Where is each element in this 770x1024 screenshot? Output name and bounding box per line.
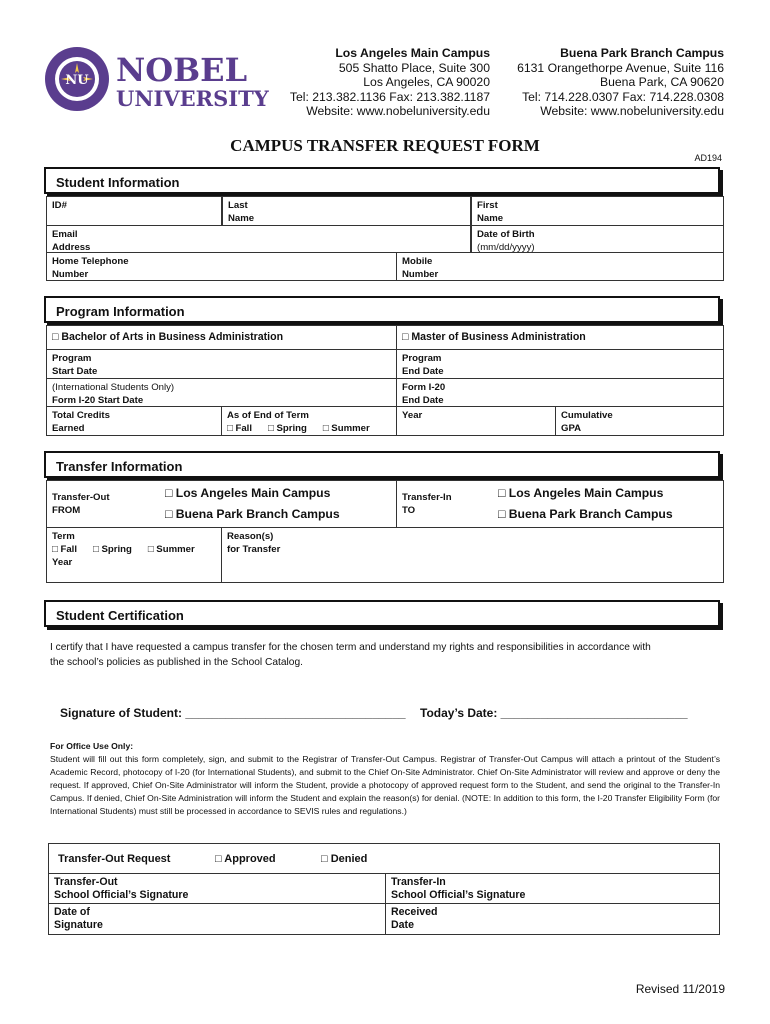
date-of-signature-field[interactable]: Date of Signature: [48, 903, 386, 935]
from-la-campus-checkbox[interactable]: □ Los Angeles Main Campus: [165, 486, 331, 500]
program-info-heading: Program Information: [44, 296, 720, 323]
logo-nobel: NOBEL: [116, 51, 248, 89]
la-campus-address1: 505 Shatto Place, Suite 300: [338, 60, 490, 75]
bp-campus-website: Website: www.nobeluniversity.edu: [540, 104, 724, 119]
mba-program-checkbox[interactable]: □ Master of Business Administration: [396, 325, 724, 350]
certification-text: I certify that I have requested a campus transfer for the chosen term and understand my rights and responsibilities in accordance with the school’s policies as published in the School Catalog.: [50, 642, 651, 668]
transfer-out-request-row: Transfer-Out Request □ Approved □ Denied: [48, 843, 720, 874]
transfer-out-official-signature-field[interactable]: Transfer-Out School Official’s Signature: [48, 873, 386, 904]
term-fall-checkbox[interactable]: □ Fall: [227, 423, 252, 434]
todays-date-line[interactable]: Today’s Date: ____________________________: [420, 706, 688, 720]
office-use-instructions: Student will fill out this form completely, sign, and submit to the Registrar of Transfer-Out Campus. Registrar of Transfer-Out Campus will attach a printout of the Student’s Academic Record, photocopy of I-20 (for International Students), and submit to the Chief On-Site Administrator. Chief On-Site Administrator will review and approve or deny the request. If approved, Chief On-Site Administrator will inform the Student, provide a photocopy of approved request form to the Student, and send the original to the Transfer-In Campus. If denied, Chief On-Site Administration will inform the Student and explain the reason(s) for denial. (NOTE: In addition to this form, the I-20 Transfer Eligibility Form (for International Students) must still be processed in accordance to SEVIS rules and regulations.): [50, 754, 720, 816]
form-title: CAMPUS TRANSFER REQUEST FORM: [230, 136, 540, 155]
first-name-field[interactable]: First Name: [471, 196, 724, 226]
la-campus-block: [280, 46, 490, 119]
la-campus-title: Los Angeles Main Campus: [335, 46, 490, 60]
total-credits-field[interactable]: Total Credits Earned: [46, 406, 222, 436]
bp-campus-phone: Tel: 714.228.0307 Fax: 714.228.0308: [522, 89, 724, 104]
as-of-term-field[interactable]: As of End of Term □ Fall □ Spring □ Summer: [221, 406, 397, 436]
program-end-date-field[interactable]: Program End Date: [396, 349, 724, 379]
transfer-fall-checkbox[interactable]: □ Fall: [52, 544, 77, 555]
term-summer-checkbox[interactable]: □ Summer: [322, 423, 370, 434]
program-start-date-field[interactable]: Program Start Date: [46, 349, 397, 379]
i20-start-date-field[interactable]: (International Students Only) Form I-20 Start Date: [46, 378, 397, 407]
transfer-info-heading: Transfer Information: [44, 451, 720, 478]
transfer-spring-checkbox[interactable]: □ Spring: [93, 544, 132, 555]
denied-checkbox[interactable]: □ Denied: [321, 853, 368, 865]
cumulative-gpa-field[interactable]: Cumulative GPA: [555, 406, 724, 436]
from-bp-campus-checkbox[interactable]: □ Buena Park Branch Campus: [165, 507, 340, 521]
certification-heading: Student Certification: [44, 600, 720, 627]
la-campus-phone: Tel: 213.382.1136 Fax: 213.382.1187: [289, 89, 490, 104]
student-info-heading: Student Information: [44, 167, 720, 194]
home-phone-field[interactable]: Home Telephone Number: [46, 252, 397, 281]
term-year-field[interactable]: Year: [396, 406, 556, 436]
id-field[interactable]: ID#: [46, 196, 222, 226]
dob-field[interactable]: Date of Birth (mm/dd/yyyy): [471, 225, 724, 253]
form-number: AD194: [694, 153, 722, 163]
ba-program-checkbox[interactable]: □ Bachelor of Arts in Business Administration: [46, 325, 397, 350]
logo-university: UNIVERSITY: [116, 86, 269, 111]
bp-campus-address2: Buena Park, CA 90620: [600, 75, 724, 90]
transfer-out-box: Transfer-Out FROM: [46, 480, 397, 528]
student-signature-line[interactable]: Signature of Student: _________________________________: [60, 706, 406, 720]
transfer-term-field[interactable]: Term □ Fall □ Spring □ Summer Year: [46, 527, 222, 583]
bp-campus-address1: 6131 Orangethorpe Avenue, Suite 116: [517, 60, 724, 75]
la-campus-website: Website: www.nobeluniversity.edu: [306, 104, 490, 119]
transfer-in-official-signature-field[interactable]: Transfer-In School Official’s Signature: [385, 873, 720, 904]
university-seal-logo: [44, 46, 110, 112]
term-spring-checkbox[interactable]: □ Spring: [268, 423, 307, 434]
seal-initials: NU: [65, 73, 89, 88]
to-bp-campus-checkbox[interactable]: □ Buena Park Branch Campus: [498, 507, 673, 521]
office-use-heading: For Office Use Only:: [50, 741, 134, 751]
transfer-summer-checkbox[interactable]: □ Summer: [147, 544, 195, 555]
last-name-field[interactable]: Last Name: [222, 196, 471, 226]
bp-campus-block: [500, 46, 724, 119]
transfer-in-box: Transfer-In TO: [396, 480, 724, 528]
revised-date: Revised 11/2019: [635, 982, 725, 996]
la-campus-address2: Los Angeles, CA 90020: [363, 75, 490, 90]
approved-checkbox[interactable]: □ Approved: [215, 853, 276, 865]
email-field[interactable]: Email Address: [46, 225, 471, 253]
reasons-for-transfer-field[interactable]: Reason(s) for Transfer: [221, 527, 724, 583]
mobile-phone-field[interactable]: Mobile Number: [396, 252, 724, 281]
received-date-field[interactable]: Received Date: [385, 903, 720, 935]
to-la-campus-checkbox[interactable]: □ Los Angeles Main Campus: [498, 486, 664, 500]
i20-end-date-field[interactable]: Form I-20 End Date: [396, 378, 724, 407]
bp-campus-title: Buena Park Branch Campus: [560, 46, 724, 60]
